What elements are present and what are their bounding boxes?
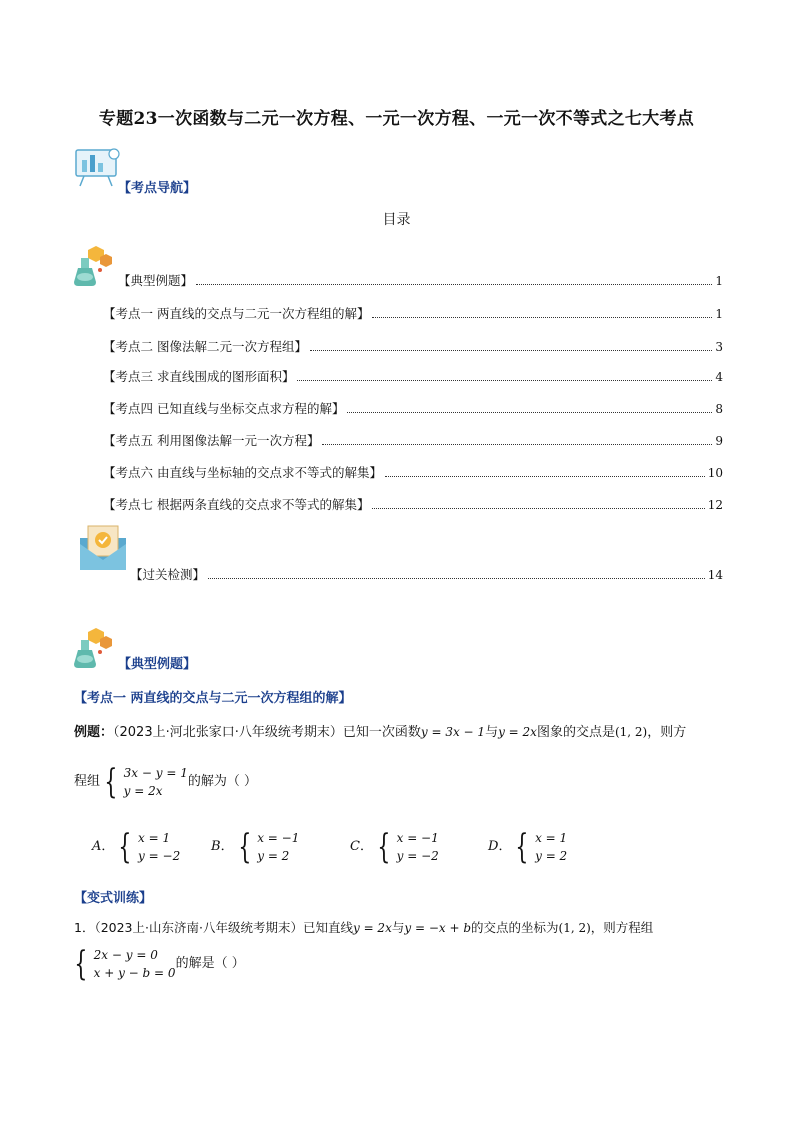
- equation-line: x = 1: [535, 831, 568, 845]
- option-equation-system: { x = −1 y = 2: [237, 827, 300, 867]
- equation-line: y = 2: [535, 849, 568, 863]
- question-function-1: y = 2x: [352, 921, 392, 935]
- toc-row-page: 10: [707, 466, 723, 480]
- example-line-2: [74, 764, 257, 800]
- toc-row-page: 12: [707, 498, 723, 512]
- option-d[interactable]: D ． { x = 1 y = 2: [488, 827, 568, 867]
- equation-line: x = −1: [396, 831, 439, 845]
- nav-label: 【考点导航】: [118, 181, 197, 196]
- toc-leader-dots: [196, 283, 712, 285]
- question-1-line-1: [74, 918, 724, 938]
- topic-1-label: 【考点一 两直线的交点与二元一次方程组的解】: [74, 691, 352, 706]
- section-label: 【典型例题】: [118, 657, 197, 672]
- question-after: 的交点的坐标为: [471, 920, 559, 935]
- equation-line: 3x − y = 1: [123, 766, 188, 780]
- example-after: 图象的交点是: [536, 725, 615, 740]
- example-prefix: 例题：: [74, 725, 114, 740]
- toc-row-examples[interactable]: [118, 271, 723, 291]
- example-line-1: [74, 722, 724, 743]
- variation-label: 【变式训练】: [74, 891, 153, 906]
- example-line2-suffix: 的解为（ ）: [187, 774, 257, 789]
- option-equation-system: { x = 1 y = −2: [118, 827, 181, 867]
- toc-row-page: 3: [715, 340, 723, 354]
- toc-row-label: 【考点二 图像法解二元一次方程组】: [103, 339, 307, 354]
- toc-row-label: 【考点三 求直线围成的图形面积】: [103, 369, 295, 384]
- toc-row-page: 14: [707, 568, 723, 582]
- equation-line: x + y − b = 0: [93, 966, 176, 980]
- option-letter: D: [488, 839, 499, 854]
- example-source: （2023上·河北张家口·八年级统考期末）已知一次函数: [113, 725, 421, 740]
- flask-icon: [72, 626, 116, 670]
- toc-row-label: 【典型例题】: [118, 273, 194, 288]
- example-tail: ，则方: [647, 725, 687, 740]
- equation-line: x = 1: [138, 831, 171, 845]
- option-letter: A: [92, 839, 102, 854]
- question-function-2: y = −x + b: [404, 921, 472, 935]
- option-equation-system: { x = −1 y = −2: [377, 827, 439, 867]
- toc-leader-dots: [372, 316, 712, 318]
- toc-row-page: 1: [715, 274, 723, 288]
- equation-line: y = 2: [257, 849, 290, 863]
- flask-icon: [72, 244, 116, 288]
- toc-row-topic-5[interactable]: [103, 431, 723, 451]
- toc-row-page: 4: [715, 370, 723, 384]
- toc-row-topic-7[interactable]: [103, 495, 723, 515]
- option-letter: C: [350, 839, 360, 854]
- toc-row-topic-4[interactable]: [103, 399, 723, 419]
- question-number: 1．: [74, 920, 95, 935]
- equation-line: y = 2x: [123, 784, 163, 798]
- example-line2-prefix: 程组: [74, 774, 101, 789]
- toc-row-topic-3[interactable]: [103, 367, 723, 387]
- toc-row-checkpoint[interactable]: [130, 565, 723, 585]
- toc-row-label: 【考点五 利用图像法解一元一次方程】: [103, 433, 320, 448]
- toc-row-label: 【考点四 已知直线与坐标交点求方程的解】: [103, 401, 345, 416]
- equation-line: y = −2: [138, 849, 181, 863]
- toc-row-topic-1[interactable]: [103, 304, 723, 324]
- toc-leader-dots: [208, 577, 705, 579]
- page-title: 专题23一次函数与二元一次方程、一元一次方程、一元一次不等式之七大考点: [98, 109, 695, 129]
- equation-line: 2x − y = 0: [93, 948, 158, 962]
- example-function-1: y = 3x − 1: [420, 725, 486, 739]
- question-1-line-2: [70, 946, 245, 982]
- equation-line: y = −2: [396, 849, 439, 863]
- question-connector: 与: [391, 920, 405, 935]
- option-letter: B: [211, 839, 221, 854]
- example-point: (1, 2): [614, 725, 648, 739]
- toc-row-topic-2[interactable]: [103, 337, 723, 357]
- equation-line: x = −1: [257, 831, 300, 845]
- toc-leader-dots: [297, 379, 712, 381]
- question-tail: ，则方程组: [590, 920, 654, 935]
- option-a[interactable]: A ． { x = 1 y = −2: [92, 827, 181, 867]
- toc-row-label: 【考点六 由直线与坐标轴的交点求不等式的解集】: [103, 465, 382, 480]
- toc-row-label: 【考点七 根据两条直线的交点求不等式的解集】: [103, 497, 370, 512]
- toc-row-label: 【过关检测】: [130, 567, 206, 582]
- question-equation-system: { 2x − y = 0 x + y − b = 0: [74, 944, 176, 984]
- question-suffix: 的解是（ ）: [175, 956, 245, 971]
- toc-row-label: 【考点一 两直线的交点与二元一次方程组的解】: [103, 306, 370, 321]
- toc-heading: 目录: [382, 212, 411, 228]
- toc-leader-dots: [385, 475, 705, 477]
- checked-envelope-icon: [78, 524, 130, 572]
- toc-row-topic-6[interactable]: [103, 463, 723, 483]
- example-equation-system: { 3x − y = 1 y = 2x: [104, 762, 188, 802]
- toc-row-page: 8: [715, 402, 723, 416]
- example-connector: 与: [485, 725, 499, 740]
- toc-leader-dots: [322, 443, 712, 445]
- toc-leader-dots: [372, 507, 704, 509]
- toc-leader-dots: [347, 411, 712, 413]
- toc-row-page: 9: [715, 434, 723, 448]
- toc-leader-dots: [310, 349, 712, 351]
- question-source: （2023上·山东济南·八年级统考期末）已知直线: [94, 920, 353, 935]
- example-function-2: y = 2x: [498, 725, 537, 739]
- option-c[interactable]: C ． { x = −1 y = −2: [350, 827, 439, 867]
- toc-row-page: 1: [715, 307, 723, 321]
- question-point: (1, 2): [558, 921, 591, 935]
- option-b[interactable]: B ． { x = −1 y = 2: [211, 827, 300, 867]
- easel-chart-icon: [74, 146, 122, 188]
- option-equation-system: { x = 1 y = 2: [515, 827, 568, 867]
